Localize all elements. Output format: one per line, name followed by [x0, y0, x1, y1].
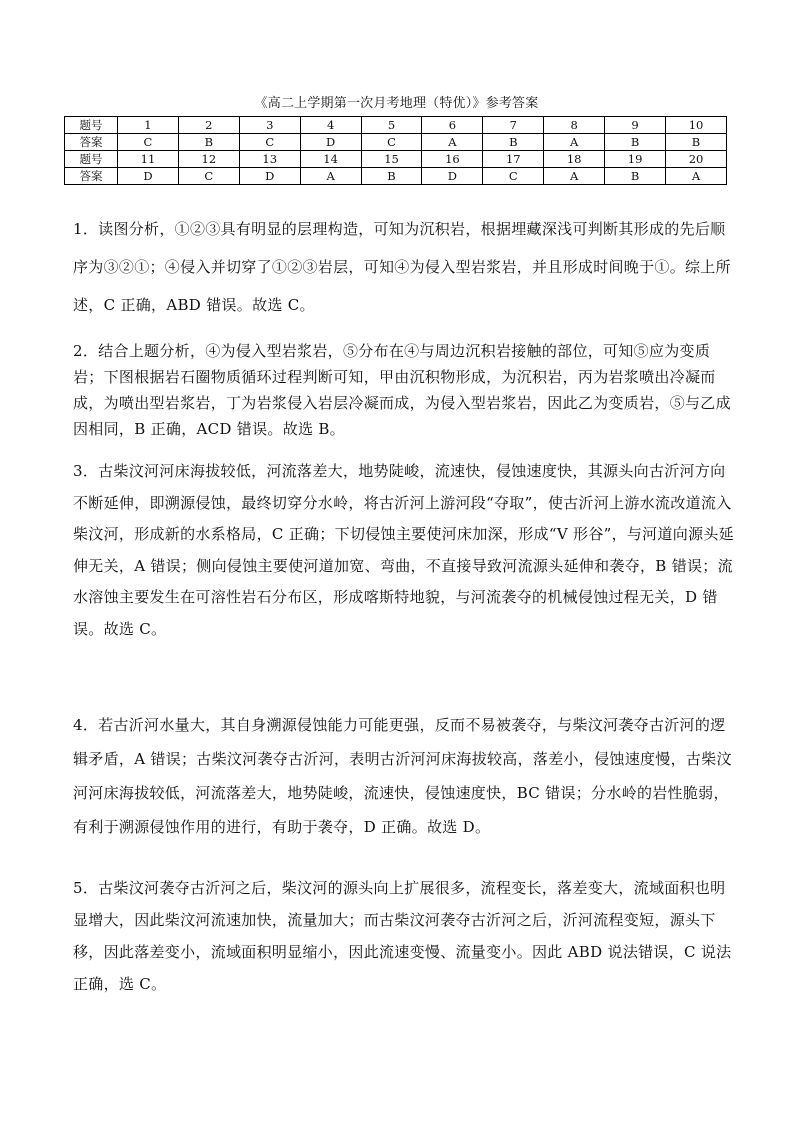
table-row — [65, 117, 727, 134]
table-cell: 1 — [118, 117, 179, 134]
row-header: 答案 — [65, 134, 118, 151]
explanation-5 — [73, 872, 735, 1000]
answer-table — [64, 116, 727, 185]
table-cell: B — [666, 134, 727, 151]
explanation-text: 1．读图分析，①②③具有明显的层理构造，可知为沉积岩，根据埋藏深浅可判断其形成的先后顺序为③②①；④侵入并切穿了①②③岩层，可知④为侵入型岩浆岩，并且形成时间晚于①。综上所述，C 正确，ABD 错误。故选 C。 — [73, 220, 731, 314]
table-cell: A — [300, 168, 361, 185]
table-cell: 16 — [422, 151, 483, 168]
document-title: 《高二上学期第一次月考地理（特优）》参考答案 — [254, 96, 539, 111]
table-cell: D — [300, 134, 361, 151]
explanation-2 — [73, 338, 735, 442]
table-cell: 13 — [239, 151, 300, 168]
table-cell: B — [178, 134, 239, 151]
row-header: 题号 — [65, 151, 118, 168]
table-cell: 8 — [544, 117, 605, 134]
table-cell: 12 — [178, 151, 239, 168]
table-cell: 17 — [483, 151, 544, 168]
table-cell: 7 — [483, 117, 544, 134]
table-cell: 3 — [239, 117, 300, 134]
explanation-text: 3．古柴汶河河床海拔较低，河流落差大，地势陡峻，流速快，侵蚀速度快，其源头向古沂河方向不断延伸，即溯源侵蚀，最终切穿分水岭，将古沂河上游河段“夺取”，使古沂河上游水流改道流入柴汶河，形成新的水系格局，C 正确；下切侵蚀主要使河床加深，形成“V 形谷”，与河道向源头延伸无关，A 错误；侧向侵蚀主要使河道加宽、弯曲，不直接导致河流源头延伸和袭夺，B 错误；流水溶蚀主要发生在可溶性岩石分布区，形成喀斯特地貌，与河流袭夺的机械侵蚀过程无关，D 错误。故选 C。 — [73, 462, 734, 638]
table-cell: B — [361, 168, 422, 185]
table-cell: C — [178, 168, 239, 185]
explanation-text: 4．若古沂河水量大，其自身溯源侵蚀能力可能更强，反而不易被袭夺，与柴汶河袭夺古沂河的逻辑矛盾，A 错误；古柴汶河袭夺古沂河，表明古沂河河床海拔较高，落差小，侵蚀速度慢，古柴汶河河床海拔较低，河流落差大，地势陡峻，流速快，侵蚀速度快，BC 错误；分水岭的岩性脆弱，有利于溯源侵蚀作用的进行，有助于袭夺，D 正确。故选 D。 — [73, 716, 732, 836]
table-cell: C — [483, 168, 544, 185]
table-cell: B — [483, 134, 544, 151]
table-cell: C — [239, 134, 300, 151]
table-cell: B — [605, 168, 666, 185]
table-cell: 19 — [605, 151, 666, 168]
table-cell: A — [422, 134, 483, 151]
table-cell: A — [544, 134, 605, 151]
table-cell: 15 — [361, 151, 422, 168]
row-header: 题号 — [65, 117, 118, 134]
table-cell: B — [605, 134, 666, 151]
table-cell: 11 — [118, 151, 179, 168]
table-cell: 18 — [544, 151, 605, 168]
table-row — [65, 151, 727, 168]
table-cell: 5 — [361, 117, 422, 134]
table-cell: 10 — [666, 117, 727, 134]
explanation-text: 5．古柴汶河袭夺古沂河之后，柴汶河的源头向上扩展很多，流程变长，落差变大，流域面积也明显增大，因此柴汶河流速加快，流量加大；而古柴汶河袭夺古沂河之后，沂河流程变短，源头下移，因此落差变小，流域面积明显缩小，因此流速变慢、流量变小。因此 ABD 说法错误，C 说法正确，选 C。 — [73, 879, 732, 993]
table-cell: 14 — [300, 151, 361, 168]
table-row — [65, 134, 727, 151]
table-cell: D — [422, 168, 483, 185]
explanation-1 — [73, 210, 735, 324]
table-cell: C — [118, 134, 179, 151]
row-header: 答案 — [65, 168, 118, 185]
table-cell: 4 — [300, 117, 361, 134]
table-cell: 9 — [605, 117, 666, 134]
table-cell: 20 — [666, 151, 727, 168]
table-cell: D — [239, 168, 300, 185]
explanation-text: 2．结合上题分析，④为侵入型岩浆岩，⑤分布在④与周边沉积岩接触的部位，可知⑤应为变质岩；下图根据岩石圈物质循环过程判断可知，甲由沉积物形成，为沉积岩，丙为岩浆喷出冷凝而成，为喷出型岩浆岩，丁为岩浆侵入岩层冷凝而成，为侵入型岩浆岩，因此乙为变质岩，⑤与乙成因相同，B 正确，ACD 错误。故选 B。 — [73, 342, 731, 438]
explanation-3 — [73, 456, 735, 645]
table-cell: D — [118, 168, 179, 185]
table-cell: A — [544, 168, 605, 185]
explanation-4 — [73, 708, 735, 844]
table-cell: 2 — [178, 117, 239, 134]
table-row — [65, 168, 727, 185]
table-cell: 6 — [422, 117, 483, 134]
table-cell: C — [361, 134, 422, 151]
table-cell: A — [666, 168, 727, 185]
